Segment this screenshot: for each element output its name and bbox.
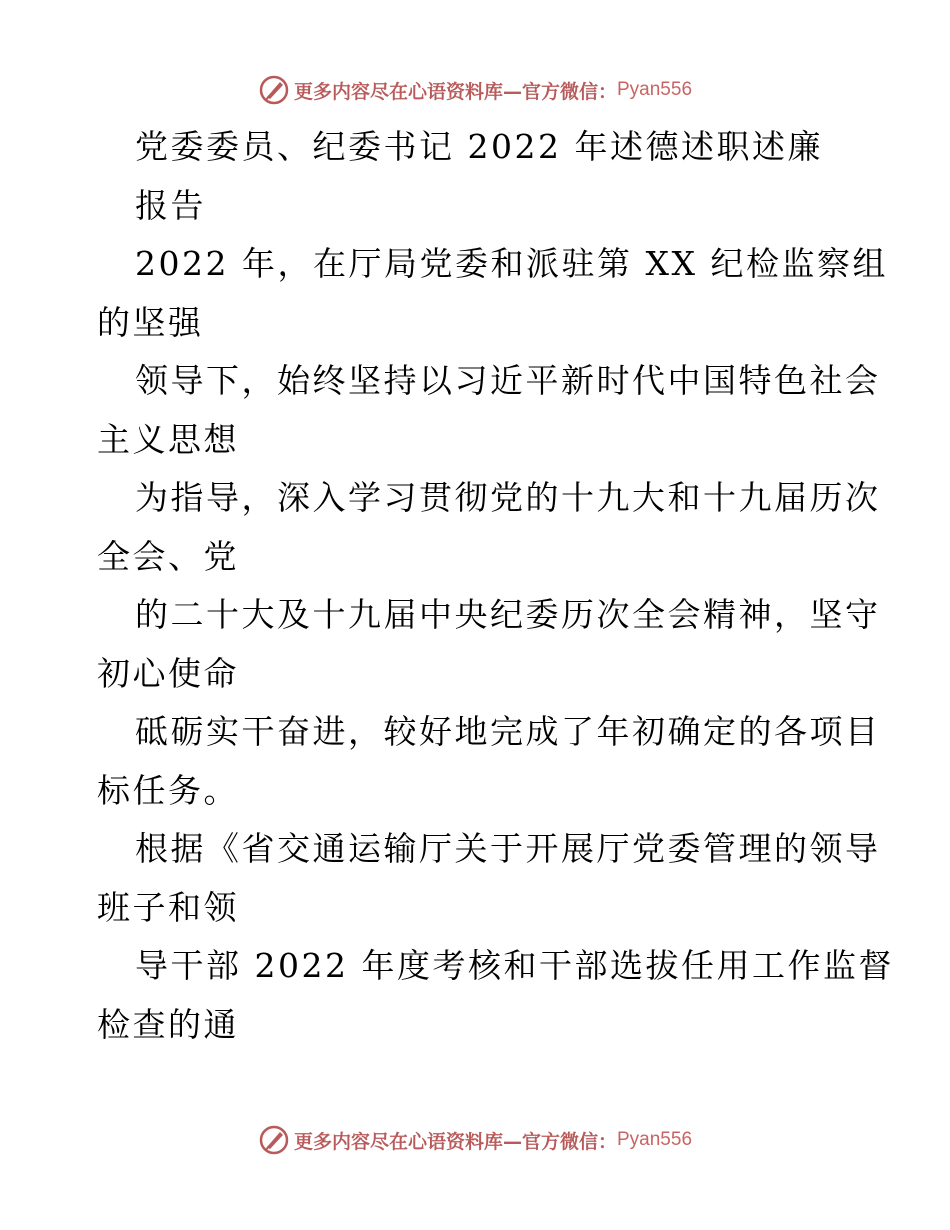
doc-line: 初心使命 bbox=[97, 653, 239, 693]
doc-line: 主义思想 bbox=[97, 419, 239, 459]
document-body bbox=[97, 118, 894, 1054]
doc-line: 党委委员、纪委书记 2022 年述德述职述廉 bbox=[135, 127, 823, 166]
quill-pen-logo-icon bbox=[258, 74, 290, 106]
doc-line: 领导下，始终坚持以习近平新时代中国特色社会 bbox=[135, 361, 881, 400]
quill-pen-logo-icon bbox=[258, 1124, 290, 1156]
doc-line: 标任务。 bbox=[97, 770, 239, 810]
watermark-wechat-id: Pyan556 bbox=[617, 1129, 693, 1150]
doc-line: 检查的通 bbox=[97, 1004, 239, 1044]
doc-line: 报告 bbox=[135, 185, 206, 225]
footer-watermark bbox=[0, 1120, 950, 1160]
header-watermark bbox=[0, 70, 950, 110]
doc-line: 2022 年，在厅局党委和派驻第 XX 纪检监察组 bbox=[135, 244, 888, 283]
watermark-text: 更多内容尽在心语资料库—官方微信： bbox=[293, 80, 617, 103]
doc-line: 的二十大及十九届中央纪委历次全会精神，坚守 bbox=[135, 595, 881, 634]
doc-line: 全会、党 bbox=[97, 536, 239, 576]
watermark-wechat-id: Pyan556 bbox=[617, 79, 693, 100]
doc-line: 班子和领 bbox=[97, 887, 239, 927]
watermark-text: 更多内容尽在心语资料库—官方微信： bbox=[293, 1130, 617, 1153]
doc-line: 导干部 2022 年度考核和干部选拔任用工作监督 bbox=[135, 946, 894, 985]
doc-line: 根据《省交通运输厅关于开展厅党委管理的领导 bbox=[135, 829, 881, 868]
doc-line: 的坚强 bbox=[97, 302, 204, 342]
doc-line: 为指导，深入学习贯彻党的十九大和十九届历次 bbox=[135, 478, 881, 517]
doc-line: 砥砺实干奋进，较好地完成了年初确定的各项目 bbox=[135, 712, 881, 751]
